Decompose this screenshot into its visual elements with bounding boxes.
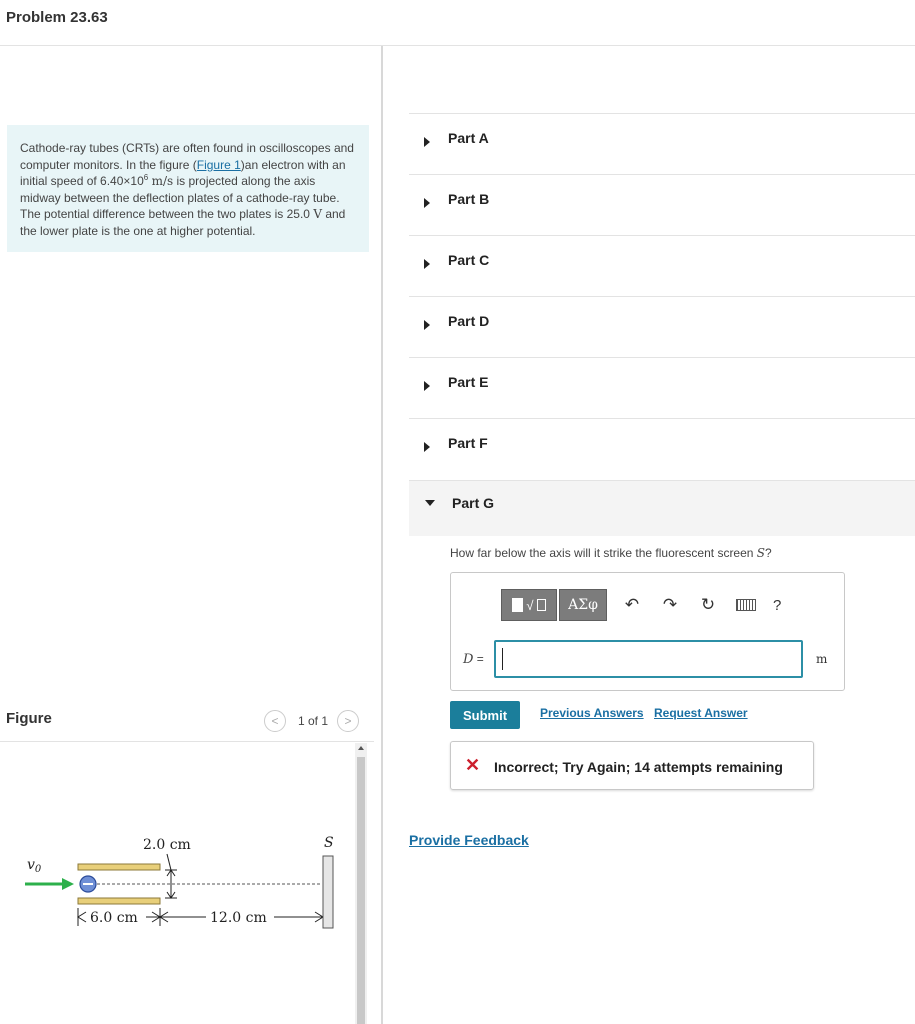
question-text [450,546,772,560]
part-f-label: Part F [448,435,488,451]
submit-button[interactable]: Submit [450,701,520,729]
crt-figure [0,820,350,940]
volt-unit: V [313,207,322,221]
feedback-message: Incorrect; Try Again; 14 attempts remaining [494,759,783,775]
expand-arrow-icon [424,381,430,391]
part-d-label: Part D [448,313,490,329]
problem-text-3: is projected along the axis midway between the deflection plates of a cathode-ray tube. The potential difference between the two plates is 25.0 [20,174,340,221]
collapse-arrow-icon [425,500,435,506]
next-figure-button[interactable]: > [337,710,359,732]
part-a-label: Part A [448,130,489,146]
expand-arrow-icon [424,137,430,147]
lower-plate [78,898,160,904]
speed-exponent: 6 [143,173,149,182]
speed-unit: m/s [151,174,174,188]
plate-dim-arrow-left-icon [78,912,86,922]
distance-label: 12.0 cm [210,910,267,926]
templates-button[interactable] [501,589,557,621]
previous-answers-link[interactable]: Previous Answers [540,706,644,720]
expand-arrow-icon [424,259,430,269]
expand-arrow-icon [424,198,430,208]
part-a-row[interactable] [409,113,915,174]
template-square-icon [512,598,523,612]
greek-symbols-button[interactable]: ΑΣφ [559,589,607,621]
sqrt-icon: √ [526,597,534,613]
part-f-row[interactable] [409,418,915,479]
question-end: ? [765,546,772,560]
part-g-label: Part G [452,495,495,511]
part-b-row[interactable] [409,174,915,235]
math-toolbar [501,589,781,621]
v0-label: $v_0$ [27,857,42,875]
part-g-header[interactable] [409,480,915,536]
answer-unit: m [816,652,828,666]
error-x-icon: ✕ [465,755,481,775]
figure-pager [264,710,359,732]
figure-label: Figure [6,710,52,727]
problem-text-2: )an electron with an initial speed of 6.40×10 [20,157,346,188]
help-button[interactable]: ? [773,596,782,614]
answer-input[interactable] [494,640,803,678]
gap-label: 2.0 cm [143,837,191,853]
pane-divider[interactable] [381,46,383,1024]
upper-plate [78,864,160,870]
answer-box [450,572,845,691]
figure-scrollbar[interactable] [355,743,367,1024]
scroll-up-arrow-icon[interactable] [358,746,364,750]
fluorescent-screen [323,856,333,928]
redo-icon[interactable]: ↷ [662,595,678,614]
velocity-arrowhead-icon [62,878,74,890]
keyboard-icon[interactable] [736,599,756,611]
part-c-row[interactable] [409,235,915,296]
prev-figure-button[interactable]: < [264,710,286,732]
figure-link[interactable]: Figure 1 [196,157,241,172]
header-divider [0,45,915,46]
problem-text-1: Cathode-ray tubes (CRTs) are often found in oscilloscopes and computer monitors. In the figure ( [20,141,354,172]
question-var: S [756,546,766,560]
expand-arrow-icon [424,442,430,452]
feedback-box [450,741,814,790]
pager-count: 1 of 1 [298,714,329,728]
answer-variable: D [463,652,474,667]
problem-text-4: and the lower plate is the one at higher potential. [20,207,346,238]
question-body: How far below the axis will it strike the fluorescent screen [450,546,757,560]
problem-statement [7,125,369,252]
gap-leader [167,854,171,870]
figure-divider [0,741,374,742]
part-e-row[interactable] [409,357,915,418]
part-c-label: Part C [448,252,490,268]
reset-icon[interactable]: ↻ [700,595,716,614]
request-answer-link[interactable]: Request Answer [654,706,748,720]
template-box-icon [537,599,546,611]
undo-icon[interactable]: ↶ [624,595,640,614]
text-caret [502,648,503,670]
plate-length-label: 6.0 cm [90,910,138,926]
page-title: Problem 23.63 [6,9,108,26]
part-e-label: Part E [448,374,489,390]
part-b-label: Part B [448,191,490,207]
part-d-row[interactable] [409,296,915,357]
equals-sign: = [473,652,484,666]
provide-feedback-link[interactable]: Provide Feedback [409,832,529,848]
equation-label [463,652,484,667]
scroll-thumb[interactable] [357,757,365,1024]
screen-label: S [324,835,334,851]
expand-arrow-icon [424,320,430,330]
